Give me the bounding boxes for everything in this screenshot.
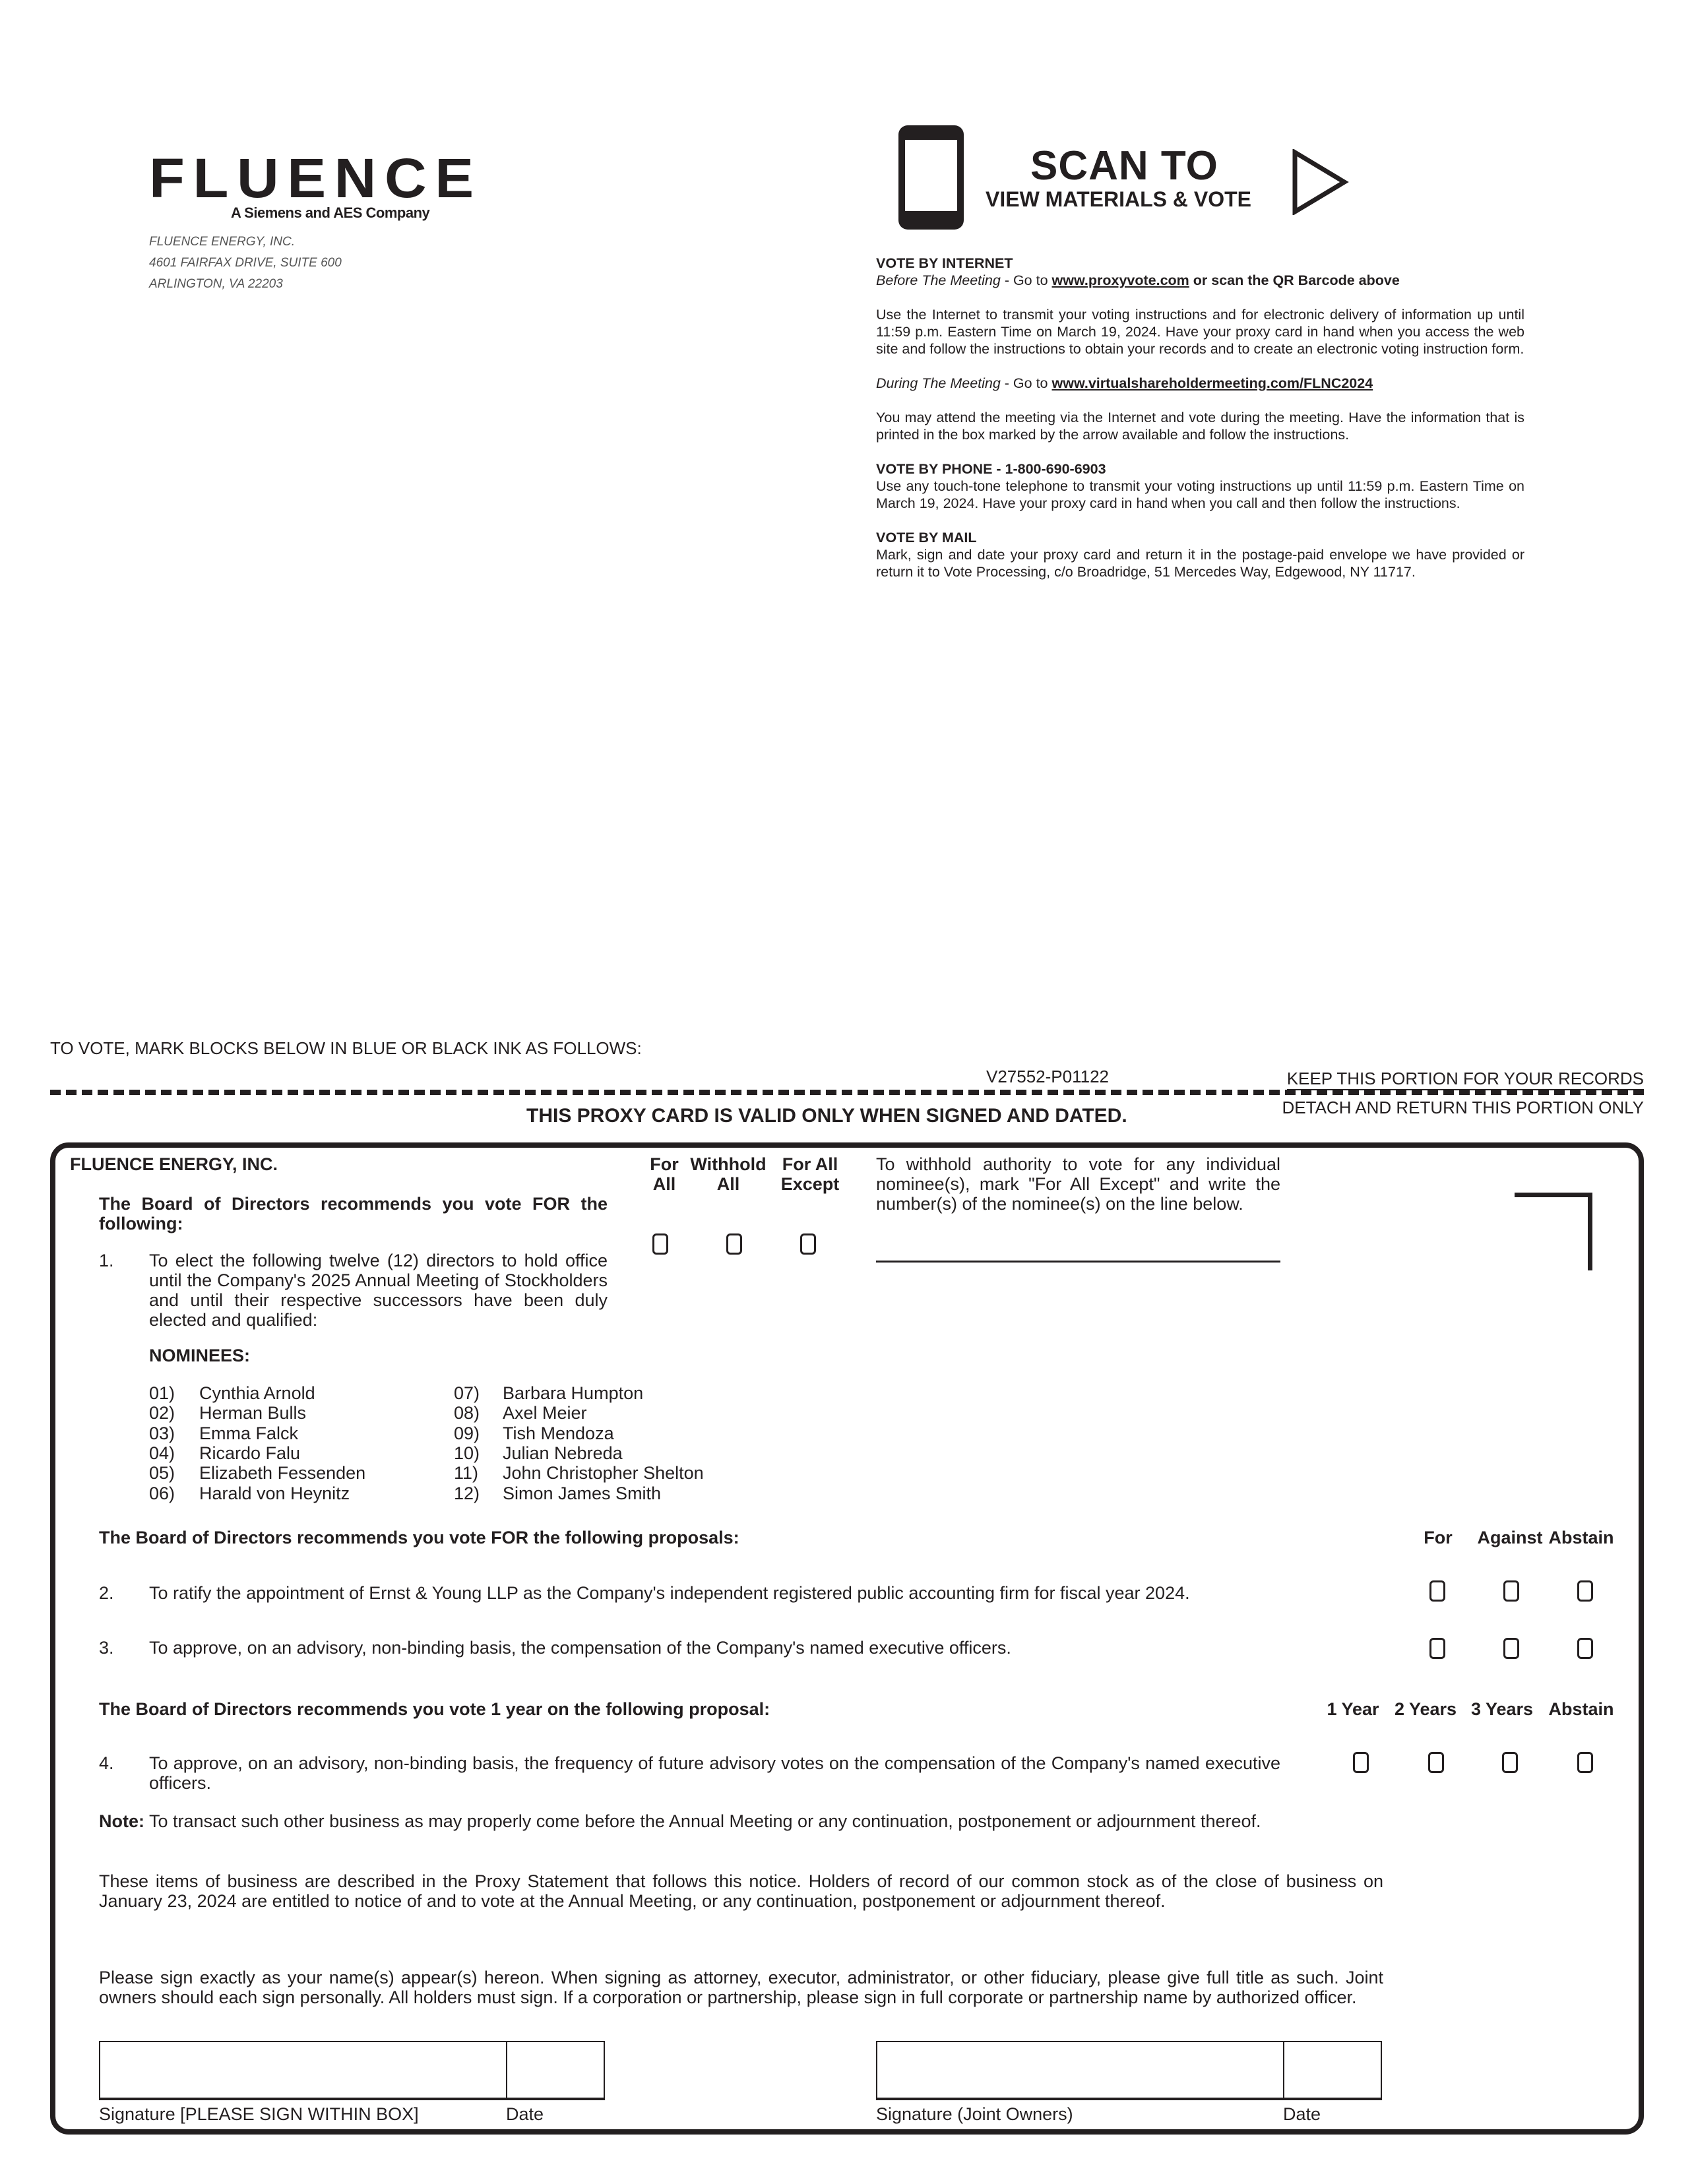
- withhold-instructions: To withhold authority to vote for any individual nominee(s), mark "For All Except" and write the number(s) of the nominee(s) on the line below.: [876, 1154, 1280, 1214]
- nominee-name: Julian Nebreda: [503, 1443, 623, 1463]
- nominee-number: 02): [149, 1403, 175, 1423]
- joint-signature-label: Signature (Joint Owners): [876, 2104, 1073, 2124]
- address-city: ARLINGTON, VA 22203: [149, 277, 283, 291]
- address-street: 4601 FAIRFAX DRIVE, SUITE 600: [149, 256, 342, 270]
- item4-abstain-checkbox[interactable]: [1577, 1752, 1593, 1773]
- phone-title: VOTE BY PHONE - 1-800-690-6903: [876, 461, 1106, 477]
- checkbox-for-all[interactable]: [652, 1233, 668, 1255]
- nominee-name: Elizabeth Fessenden: [199, 1463, 366, 1483]
- nominee-name: Barbara Humpton: [503, 1383, 644, 1403]
- nominee-number: 10): [454, 1443, 480, 1463]
- signature-box[interactable]: [99, 2041, 605, 2100]
- nominee-number: 03): [149, 1423, 175, 1443]
- go-to: - Go to: [1000, 272, 1052, 288]
- item3-number: 3.: [99, 1638, 114, 1658]
- item2-abstain-checkbox[interactable]: [1577, 1580, 1593, 1602]
- item3-against-checkbox[interactable]: [1503, 1638, 1519, 1659]
- rec-proposals: The Board of Directors recommends you vote FOR the following proposals:: [99, 1528, 739, 1547]
- scan-subtitle: VIEW MATERIALS & VOTE: [986, 187, 1251, 211]
- note-label: Note:: [99, 1811, 144, 1831]
- mark-instructions: TO VOTE, MARK BLOCKS BELOW IN BLUE OR BLACK INK AS FOLLOWS:: [50, 1038, 642, 1058]
- scan-title: SCAN TO: [1030, 143, 1218, 189]
- col-abstain-frequency: Abstain: [1548, 1699, 1614, 1719]
- fluence-logo: FLUENCE: [149, 147, 482, 209]
- control-code: V27552-P01122: [986, 1067, 1110, 1086]
- nominee-name: Ricardo Falu: [199, 1443, 301, 1463]
- col-3-years: 3 Years: [1470, 1699, 1534, 1719]
- nominee-name: Emma Falck: [199, 1423, 299, 1443]
- item3-for-checkbox[interactable]: [1429, 1638, 1445, 1659]
- item1-text: To elect the following twelve (12) directors to hold office until the Company's 2025 Annual Meeting of Stockholders and until their respective successors have been duly elected and qualified:: [149, 1251, 608, 1330]
- go-to: - Go to: [1000, 375, 1052, 391]
- detach-line: [50, 1090, 1644, 1095]
- nominee-number: 12): [454, 1483, 480, 1503]
- phone-body: Use any touch-tone telephone to transmit your voting instructions up until 11:59 p.m. Eastern Time on March 19, 2024. Have your proxy card in hand when you call and then follow the instructions.: [876, 478, 1524, 511]
- note: [99, 1811, 1261, 1832]
- qr-text: or scan the QR Barcode above: [1189, 272, 1400, 288]
- during-body: You may attend the meeting via the Internet and vote during the meeting. Have the information that is printed in the box marked by the arrow available and follow the instructions.: [876, 410, 1524, 443]
- nominee-name: Harald von Heynitz: [199, 1483, 350, 1503]
- item3-abstain-checkbox[interactable]: [1577, 1638, 1593, 1659]
- item2-number: 2.: [99, 1583, 114, 1603]
- col-2-years: 2 Years: [1394, 1699, 1457, 1719]
- except-nominee-line[interactable]: [876, 1261, 1280, 1263]
- item3-text: To approve, on an advisory, non-binding basis, the compensation of the Company's named executive officers.: [149, 1638, 1011, 1658]
- note-text: To transact such other business as may properly come before the Annual Meeting or any continuation, postponement or adjournment thereof.: [144, 1811, 1261, 1831]
- item4-2-years-checkbox[interactable]: [1428, 1752, 1444, 1773]
- nominee-number: 06): [149, 1483, 175, 1503]
- col-for: For: [1424, 1528, 1453, 1547]
- checkbox-for-all-except[interactable]: [800, 1233, 816, 1255]
- nominees-label: NOMINEES:: [149, 1346, 251, 1365]
- item2-for-checkbox[interactable]: [1429, 1580, 1445, 1602]
- item4-text: To approve, on an advisory, non-binding basis, the frequency of future advisory votes on the compensation of the Company's named executive officers.: [149, 1753, 1280, 1793]
- nominee-number: 09): [454, 1423, 480, 1443]
- before-label: Before The Meeting: [876, 272, 1001, 288]
- date-box-divider: [506, 2042, 507, 2098]
- rec-directors: The Board of Directors recommends you vote FOR the following:: [99, 1194, 608, 1233]
- item4-number: 4.: [99, 1753, 114, 1773]
- mail-title: VOTE BY MAIL: [876, 530, 977, 546]
- joint-signature-box[interactable]: [876, 2041, 1382, 2100]
- col-1-year: 1 Year: [1327, 1699, 1379, 1719]
- nominee-number: 05): [149, 1463, 175, 1483]
- nominee-number: 07): [454, 1383, 480, 1403]
- item1-number: 1.: [99, 1251, 114, 1270]
- nominee-number: 08): [454, 1403, 480, 1423]
- date-box-divider: [1283, 2042, 1284, 2098]
- date-label: Date: [506, 2104, 544, 2124]
- virtual-meeting-link[interactable]: www.virtualshareholdermeeting.com/FLNC2024: [1051, 375, 1373, 391]
- internet-body: Use the Internet to transmit your voting instructions and for electronic delivery of information up until 11:59 p.m. Eastern Time on March 19, 2024. Have your proxy card in hand when you access the web site and follow the instructions to obtain your records and to create an electronic voting instruction form.: [876, 307, 1524, 357]
- col-for-all: For All: [650, 1154, 679, 1194]
- card-company: FLUENCE ENERGY, INC.: [70, 1154, 278, 1174]
- nominee-name: Simon James Smith: [503, 1483, 662, 1503]
- col-abstain: Abstain: [1548, 1528, 1614, 1547]
- rec-frequency: The Board of Directors recommends you vote 1 year on the following proposal:: [99, 1699, 770, 1719]
- address-company: FLUENCE ENERGY, INC.: [149, 235, 296, 249]
- nominee-name: Axel Meier: [503, 1403, 587, 1423]
- checkbox-withhold-all[interactable]: [726, 1233, 742, 1255]
- col-against: Against: [1477, 1528, 1543, 1547]
- joint-date-label: Date: [1283, 2104, 1321, 2124]
- proxyvote-link[interactable]: www.proxyvote.com: [1051, 272, 1189, 288]
- play-arrow-icon: [1292, 149, 1350, 215]
- item2-text: To ratify the appointment of Ernst & Young LLP as the Company's independent registered public accounting firm for fiscal year 2024.: [149, 1583, 1190, 1603]
- phone-icon: [898, 125, 964, 230]
- valid-notice: THIS PROXY CARD IS VALID ONLY WHEN SIGNED AND DATED.: [526, 1105, 1127, 1127]
- nominee-number: 01): [149, 1383, 175, 1403]
- nominee-name: John Christopher Shelton: [503, 1463, 704, 1483]
- nominee-name: Cynthia Arnold: [199, 1383, 315, 1403]
- mail-body: Mark, sign and date your proxy card and return it in the postage-paid envelope we have provided or return it to Vote Processing, c/o Broadridge, 51 Mercedes Way, Edgewood, NY 11717.: [876, 547, 1524, 580]
- item4-1-year-checkbox[interactable]: [1353, 1752, 1369, 1773]
- detach-portion: DETACH AND RETURN THIS PORTION ONLY: [1282, 1098, 1644, 1117]
- sign-instructions: Please sign exactly as your name(s) appear(s) hereon. When signing as attorney, executor, administrator, or other fiduciary, please give full title as such. Joint owners should each sign personally. All holders must sign. If a corporation or partnership, please sign in full corporate or partnership name by authorized officer.: [99, 1968, 1383, 2007]
- internet-title: VOTE BY INTERNET: [876, 255, 1013, 271]
- col-withhold-all: Withhold All: [690, 1154, 767, 1194]
- items-description: These items of business are described in the Proxy Statement that follows this notice. Holders of record of our common stock as of the close of business on January 23, 2024 are entitled to notice of and to vote at the Annual Meeting, or any continuation, postponement or adjournment thereof.: [99, 1871, 1383, 1911]
- nominee-name: Herman Bulls: [199, 1403, 307, 1423]
- col-for-all-except: For All Except: [780, 1154, 840, 1194]
- during-label: During The Meeting: [876, 375, 1001, 391]
- nominee-name: Tish Mendoza: [503, 1423, 614, 1443]
- item4-3-years-checkbox[interactable]: [1502, 1752, 1518, 1773]
- item2-against-checkbox[interactable]: [1503, 1580, 1519, 1602]
- nominee-number: 04): [149, 1443, 175, 1463]
- logo-subtitle: A Siemens and AES Company: [231, 204, 430, 221]
- voting-instructions: [876, 255, 1524, 598]
- keep-portion: KEEP THIS PORTION FOR YOUR RECORDS: [1287, 1069, 1644, 1090]
- signature-label: Signature [PLEASE SIGN WITHIN BOX]: [99, 2104, 419, 2124]
- nominee-number: 11): [454, 1463, 479, 1483]
- corner-mark: [1515, 1193, 1592, 1270]
